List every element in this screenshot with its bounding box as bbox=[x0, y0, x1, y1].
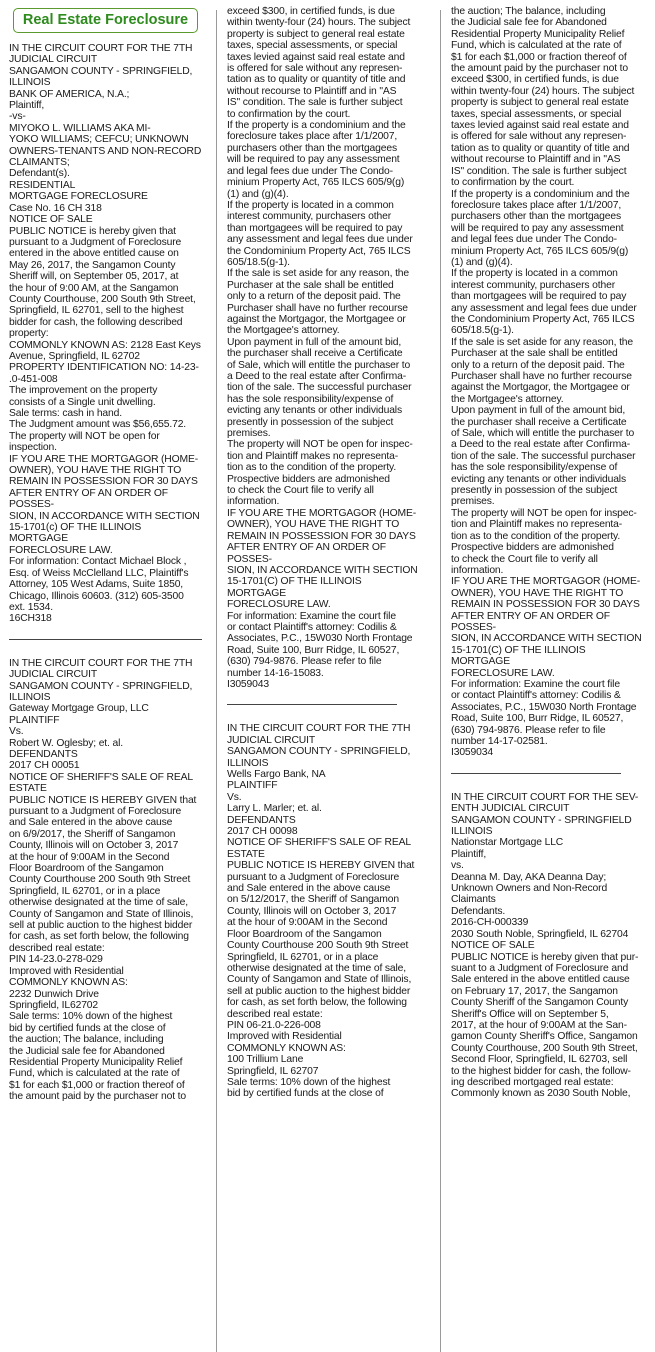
notice-line: than mortgagees will be required to pay bbox=[227, 222, 403, 234]
notice-line: has the sole responsibility/expense of bbox=[451, 462, 618, 474]
legal-notice bbox=[9, 43, 202, 625]
notice-line: Nationstar Mortgage LLC bbox=[451, 837, 564, 849]
notice-line: Defendants. bbox=[451, 905, 506, 917]
notice-line: 2030 South Noble, Springfield, IL 62704 bbox=[451, 928, 629, 940]
notice-line: Attorney, 105 West Adams, Suite 1850, bbox=[9, 579, 184, 591]
notice-line: premises. bbox=[227, 428, 271, 440]
notice-line: Upon payment in full of the amount bid, bbox=[451, 405, 626, 417]
notice-line: FORECLOSURE LAW. bbox=[9, 544, 113, 556]
notice-line: PUBLIC NOTICE is hereby given that bbox=[9, 225, 176, 237]
notice-line: PIN 14-23.0-278-029 bbox=[9, 954, 103, 966]
notice-line: Purchaser at the sale shall be entitled bbox=[227, 279, 394, 291]
notice-line: Purchaser at the sale shall be entitled bbox=[451, 348, 618, 360]
notice-line: If the sale is set aside for any reason, the bbox=[227, 268, 409, 280]
notice-line: exceed $300, in certified funds, is due bbox=[451, 74, 619, 86]
notice-line: ESTATE bbox=[9, 783, 47, 795]
notice-line: and legal fees due under The Condo- bbox=[227, 165, 393, 177]
notice-line: ILLINOIS bbox=[9, 691, 51, 703]
notice-line: County Courthouse, 200 South 9th Street, bbox=[451, 1042, 638, 1054]
notice-line: Claimants bbox=[451, 894, 496, 906]
notice-line: REMAIN IN POSSESSION FOR 30 DAYS bbox=[451, 599, 640, 611]
notice-line: For information: Examine the court file bbox=[227, 610, 396, 622]
notice-line: taxes levied against said real estate and bbox=[451, 120, 629, 132]
notice-line: County Courthouse 200 South 9th Street bbox=[9, 874, 191, 886]
notice-line: the Condominium Property Act, 765 ILCS bbox=[451, 313, 635, 325]
notice-line: on February 17, 2017, the Sangamon bbox=[451, 985, 618, 997]
notice-line: AFTER ENTRY OF AN ORDER OF POSSES- bbox=[9, 487, 168, 511]
notice-line: foreclosure takes place after 1/1/2007, bbox=[227, 131, 398, 143]
notice-line: If the property is a condominium and the bbox=[227, 120, 406, 132]
notice-line: IF YOU ARE THE MORTGAGOR (HOME- bbox=[451, 576, 641, 588]
notice-line: Improved with Residential bbox=[9, 965, 124, 977]
notice-line: information. bbox=[451, 564, 504, 576]
notice-line: presently in possession of the subject bbox=[451, 485, 618, 497]
notice-line: COMMONLY KNOWN AS: bbox=[227, 1042, 346, 1054]
notice-line: DEFENDANTS bbox=[227, 814, 296, 826]
notice-line: to the highest bidder for cash, the follow- bbox=[451, 1065, 631, 1077]
notice-line: JUDICIAL CIRCUIT bbox=[9, 669, 98, 681]
notice-line: interest community, purchasers other bbox=[451, 279, 615, 291]
notice-line: minium Property Act, 765 ILCS 605/9(g) bbox=[227, 177, 405, 189]
notice-line: within twenty-four (24) hours. The subject bbox=[227, 17, 411, 29]
notice-line: OWNERS-TENANTS AND NON-RECORD bbox=[9, 145, 202, 157]
notice-line: SION, IN ACCORDANCE WITH SECTION bbox=[227, 564, 418, 576]
notice-line: The property will NOT be open for inspec- bbox=[227, 439, 413, 451]
notice-line: only to a return of the deposit paid. The bbox=[451, 359, 625, 371]
notice-line: Sheriff will, on September 05, 2017, at bbox=[9, 271, 179, 283]
notice-line: the amount paid by the purchaser not to bbox=[451, 63, 629, 75]
notice-line: Gateway Mortgage Group, LLC bbox=[9, 703, 149, 715]
notice-line: County Courthouse 200 South 9th Street bbox=[227, 940, 409, 952]
legal-notice bbox=[9, 658, 202, 1103]
notice-line: tion of the sale. The successful purchaser bbox=[451, 450, 636, 462]
notice-line: FORECLOSURE LAW. bbox=[451, 667, 555, 679]
notice-line: Fund, which is calculated at the rate of bbox=[9, 1068, 180, 1080]
notice-line: JUDICIAL CIRCUIT bbox=[227, 734, 316, 746]
notice-line: the Judicial sale fee for Abandoned bbox=[451, 17, 607, 29]
notice-line: evicting any tenants or other individuals bbox=[451, 473, 626, 485]
notice-line: property is subject to general real estate bbox=[227, 28, 405, 40]
notice-line: consists of a Single unit dwelling. bbox=[9, 396, 156, 408]
notice-line: Second Floor, Springfield, IL 62703, sell bbox=[451, 1054, 628, 1066]
notice-line: to confirmation by the court. bbox=[451, 177, 575, 189]
notice-line: of Sale, which will entitle the purchaser to bbox=[451, 428, 635, 440]
notice-separator bbox=[227, 704, 397, 705]
notice-line: SANGAMON COUNTY - SPRINGFIELD bbox=[451, 814, 632, 826]
notice-line: Springfield, IL62702 bbox=[9, 999, 99, 1011]
notice-line: the amount paid by the purchaser not to bbox=[9, 1091, 187, 1103]
notice-line: 2017, at the hour of 9:00AM at the San- bbox=[451, 1019, 627, 1031]
notice-line: Commonly known as 2030 South Noble, bbox=[451, 1088, 631, 1100]
notice-line: taxes levied against said real estate and bbox=[227, 51, 405, 63]
notice-line: within twenty-four (24) hours. The subject bbox=[451, 85, 635, 97]
notice-line: 605/18.5(g-1). bbox=[451, 325, 514, 337]
notice-separator bbox=[451, 773, 621, 774]
notice-line: information. bbox=[227, 496, 280, 508]
notice-separator bbox=[9, 639, 202, 640]
notice-line: Larry L. Marler; et. al. bbox=[227, 803, 322, 815]
notice-line: PUBLIC NOTICE IS HEREBY GIVEN that bbox=[227, 860, 415, 872]
notice-line: will be required to pay any assessment bbox=[227, 154, 400, 166]
notice-line: tion and Plaintiff makes no representa- bbox=[451, 519, 623, 531]
notice-line: IS" condition. The sale is further subject bbox=[227, 97, 403, 109]
notice-line: 15-1701(C) OF THE ILLINOIS MORTGAGE bbox=[227, 576, 362, 599]
notice-line: a Deed to the real estate after Confirma- bbox=[227, 371, 406, 382]
notice-line: Defendant(s). bbox=[9, 168, 70, 180]
legal-notice bbox=[451, 6, 647, 759]
notice-line: Deanna M. Day, AKA Deanna Day; bbox=[451, 871, 607, 883]
notice-line: Vs. bbox=[9, 726, 24, 738]
column-1 bbox=[9, 6, 202, 1103]
notice-line: ILLINOIS bbox=[9, 77, 51, 89]
notice-line: If the sale is set aside for any reason, the bbox=[451, 336, 633, 348]
notice-line: ext. 1534. bbox=[9, 601, 53, 613]
notice-line: premises. bbox=[451, 496, 495, 508]
notice-line: only to a return of the deposit paid. The bbox=[227, 291, 401, 303]
notice-line: without recourse to Plaintiff and in "AS bbox=[451, 154, 621, 166]
notice-line: is offered for sale without any represen- bbox=[227, 63, 403, 75]
notice-line: against the Mortgagor, the Mortgagee or bbox=[227, 313, 406, 325]
notice-line: Avenue, Springfield, IL 62702 bbox=[9, 350, 140, 362]
notice-line: Sale terms: 10% down of the highest bbox=[9, 1011, 173, 1023]
notice-line: 605/18.5(g-1). bbox=[227, 256, 290, 268]
notice-line: If the property is located in a common bbox=[451, 268, 618, 280]
notice-line: Prospective bidders are admonished bbox=[227, 473, 390, 485]
notice-line: inspection. bbox=[9, 442, 57, 454]
notice-line: Purchaser shall have no further recourse bbox=[227, 302, 408, 314]
notice-line: PLAINTIFF bbox=[9, 714, 60, 726]
notice-line: a Deed to the real estate after Confirma- bbox=[451, 439, 630, 451]
notice-line: If the property is a condominium and the bbox=[451, 188, 630, 200]
notice-line: taxes, special assessments, or special bbox=[451, 108, 622, 120]
notice-line: or contact Plaintiff's attorney: Codilis & bbox=[227, 621, 397, 633]
notice-line: ILLINOIS bbox=[451, 826, 493, 838]
notice-line: 2232 Dunwich Drive bbox=[9, 988, 99, 1000]
notice-line: OWNER), YOU HAVE THE RIGHT TO bbox=[451, 587, 624, 599]
notice-line: $1 for each $1,000 or fraction thereof of bbox=[9, 1079, 185, 1091]
notice-line: has the sole responsibility/expense of bbox=[227, 393, 394, 405]
notice-line: Prospective bidders are admonished bbox=[451, 542, 614, 554]
notice-line: tation as to quality or quantity of title and bbox=[227, 74, 406, 86]
notice-line: PIN 06-21.0-226-008 bbox=[227, 1019, 321, 1031]
notice-line: I3059043 bbox=[227, 678, 269, 690]
notice-line: Fund, which is calculated at the rate of bbox=[451, 40, 622, 52]
notice-line: Floor Boardroom of the Sangamon bbox=[227, 928, 382, 940]
notice-line: MIYOKO L. WILLIAMS AKA MI- bbox=[9, 122, 151, 134]
notice-line: to check the Court file to verify all bbox=[227, 485, 374, 497]
notice-line: on 5/12/2017, the Sheriff of Sangamon bbox=[227, 894, 399, 906]
notice-line: SANGAMON COUNTY - SPRINGFIELD, bbox=[9, 680, 193, 692]
notice-line: taxes, special assessments, or special bbox=[227, 40, 398, 52]
notice-line: RESIDENTIAL bbox=[9, 179, 76, 191]
notice-line: 16CH318 bbox=[9, 613, 52, 625]
notice-line: 2017 CH 00051 bbox=[9, 760, 80, 772]
notice-line: ESTATE bbox=[227, 848, 265, 860]
legal-notice bbox=[227, 723, 422, 1099]
notice-line: County of Sangamon and State of Illinois, bbox=[227, 974, 412, 986]
notice-line: COMMONLY KNOWN AS: bbox=[9, 977, 128, 989]
notice-line: foreclosure takes place after 1/1/2007, bbox=[451, 199, 622, 211]
notice-line: $1 for each $1,000 or fraction thereof of bbox=[451, 51, 627, 63]
notice-line: Road, Suite 100, Burr Ridge, IL 60527, bbox=[227, 644, 400, 656]
section-title: Real Estate Foreclosure bbox=[13, 8, 198, 33]
notice-line: MORTGAGE FORECLOSURE bbox=[9, 191, 148, 203]
notice-line: the auction; The balance, including bbox=[9, 1034, 164, 1046]
notice-line: 100 Trillium Lane bbox=[227, 1054, 304, 1066]
notice-line: against the Mortgagor, the Mortgagee or bbox=[451, 382, 630, 394]
notice-line: COMMONLY KNOWN AS: 2128 East Keys bbox=[9, 339, 201, 351]
notice-line: on 6/9/2017, the Sheriff of Sangamon bbox=[9, 828, 176, 840]
notice-line: tion and Plaintiff makes no representa- bbox=[227, 450, 399, 462]
notice-line: the Condominium Property Act, 765 ILCS bbox=[227, 245, 411, 257]
notice-line: property is subject to general real estate bbox=[451, 97, 629, 109]
notice-line: any assessment and legal fees due under bbox=[451, 302, 637, 314]
notice-line: IN THE CIRCUIT COURT FOR THE 7TH bbox=[9, 43, 193, 54]
column-divider bbox=[216, 10, 217, 1352]
notice-line: minium Property Act, 765 ILCS 605/9(g) bbox=[451, 245, 629, 257]
notice-line: for cash, as set forth below, the following bbox=[227, 997, 407, 1009]
notice-line: IF YOU ARE THE MORTGAGOR (HOME- bbox=[227, 507, 417, 519]
notice-line: PLAINTIFF bbox=[227, 780, 278, 792]
notice-line: PROPERTY IDENTIFICATION NO: 14-23- bbox=[9, 362, 199, 374]
notice-line: purchasers other than the mortgagees bbox=[227, 142, 397, 154]
notice-line: evicting any tenants or other individuals bbox=[227, 405, 402, 417]
notice-line: NOTICE OF SALE bbox=[451, 940, 535, 952]
notice-line: Residential Property Municipality Relief bbox=[451, 28, 625, 40]
notice-line: sell at public auction to the highest bidder bbox=[9, 920, 193, 932]
notice-line: Esq. of Weiss McClelland LLC, Plaintiff's bbox=[9, 567, 189, 579]
notice-line: 15-1701(C) OF THE ILLINOIS MORTGAGE bbox=[451, 644, 586, 668]
notice-line: (1) and (g)(4). bbox=[227, 188, 289, 200]
notice-line: number 14-16-15083. bbox=[227, 667, 324, 679]
notice-line: interest community, purchasers other bbox=[227, 211, 391, 223]
notice-line: OWNER), YOU HAVE THE RIGHT TO bbox=[227, 519, 400, 531]
notice-line: SANGAMON COUNTY - SPRINGFIELD, bbox=[9, 65, 193, 77]
notice-line: SION, IN ACCORDANCE WITH SECTION bbox=[9, 510, 200, 522]
notice-line: tion as to the condition of the property. bbox=[227, 462, 397, 474]
notice-line: Residential Property Municipality Relief bbox=[9, 1056, 183, 1068]
notice-line: presently in possession of the subject bbox=[227, 416, 394, 428]
column-divider bbox=[440, 10, 441, 1352]
notice-line: Plaintiff, bbox=[451, 848, 487, 860]
notice-line: pursuant to a Judgment of Foreclosure bbox=[9, 806, 182, 817]
notice-line: property: bbox=[9, 328, 49, 340]
notice-line: Vs. bbox=[227, 791, 242, 803]
notice-line: -vs- bbox=[9, 111, 26, 123]
notice-line: IF YOU ARE THE MORTGAGOR (HOME- bbox=[9, 453, 199, 465]
notice-line: entered in the above entitled cause on bbox=[9, 248, 179, 260]
notice-line: to confirmation by the court. bbox=[227, 108, 351, 120]
notice-line: 2017 CH 00098 bbox=[227, 826, 298, 838]
notice-line: and Sale entered in the above cause bbox=[9, 817, 173, 829]
notice-line: exceed $300, in certified funds, is due bbox=[227, 6, 395, 17]
notice-line: (1) and (g)(4). bbox=[451, 256, 513, 268]
notice-line: pursuant to a Judgment of Foreclosure bbox=[227, 871, 400, 883]
notice-line: Chicago, Illinois 60603. (312) 605-3500 bbox=[9, 590, 184, 602]
notice-line: is offered for sale without any represen- bbox=[451, 131, 627, 143]
notice-line: at the hour of 9:00AM in the Second bbox=[9, 851, 170, 863]
notice-line: tion as to the condition of the property. bbox=[451, 530, 621, 542]
notice-line: Robert W. Oglesby; et. al. bbox=[9, 737, 123, 749]
legal-notice bbox=[227, 6, 422, 690]
notice-line: May 26, 2017, the Sangamon County bbox=[9, 259, 176, 271]
notice-line: the Judicial sale fee for Abandoned bbox=[9, 1045, 165, 1057]
notice-line: AFTER ENTRY OF AN ORDER OF POSSES- bbox=[451, 610, 610, 633]
notice-line: tation as to quality or quantity of title and bbox=[451, 142, 630, 154]
notice-line: otherwise designated at the time of sale, bbox=[9, 897, 188, 909]
notice-line: For information: Contact Michael Block , bbox=[9, 556, 187, 568]
column-2 bbox=[227, 6, 422, 1100]
notice-line: for cash, as set forth below, the following bbox=[9, 931, 189, 943]
notice-line: and Sale entered in the above cause bbox=[227, 883, 391, 895]
notice-line: IN THE CIRCUIT COURT FOR THE 7TH bbox=[227, 723, 411, 735]
notice-line: NOTICE OF SHERIFF'S SALE OF REAL bbox=[9, 771, 193, 783]
notice-line: Associates, P.C., 15W030 North Frontage bbox=[451, 701, 637, 713]
notice-line: I3059034 bbox=[451, 747, 493, 759]
notice-line: the Mortgagee's attorney. bbox=[451, 393, 564, 405]
notice-line: tion of the sale. The successful purchaser bbox=[227, 382, 412, 394]
notice-line: FORECLOSURE LAW. bbox=[227, 599, 331, 611]
notice-line: without recourse to Plaintiff and in "AS bbox=[227, 85, 397, 97]
column-3 bbox=[451, 6, 647, 1100]
notice-line: Floor Boardroom of the Sangamon bbox=[9, 863, 164, 875]
notice-line: If the property is located in a common bbox=[227, 199, 394, 211]
notice-line: 15-1701(c) OF THE ILLINOIS MORTGAGE bbox=[9, 522, 142, 545]
notice-line: will be required to pay any assessment bbox=[451, 222, 624, 234]
notice-line: Purchaser shall have no further recourse bbox=[451, 371, 632, 382]
notice-line: Wells Fargo Bank, NA bbox=[227, 769, 326, 780]
notice-line: 2016-CH-000339 bbox=[451, 917, 529, 929]
notice-line: described real estate: bbox=[227, 1008, 323, 1020]
notice-line: JUDICIAL CIRCUIT bbox=[9, 54, 98, 66]
notice-line: number 14-17-02581. bbox=[451, 736, 548, 747]
notice-line: Sale entered in the above entitled cause bbox=[451, 974, 630, 986]
notice-line: bid by certified funds at the close of bbox=[227, 1088, 384, 1100]
notice-line: described real estate: bbox=[9, 942, 105, 954]
notice-line: ENTH JUDICIAL CIRCUIT bbox=[451, 803, 570, 815]
notice-line: the auction; The balance, including bbox=[451, 6, 606, 17]
notice-line: Improved with Residential bbox=[227, 1031, 342, 1043]
notice-line: County Courthouse, 200 South 9th Street, bbox=[9, 293, 196, 305]
notice-line: PUBLIC NOTICE is hereby given that pur- bbox=[451, 951, 639, 963]
notice-line: OWNER), YOU HAVE THE RIGHT TO bbox=[9, 465, 182, 477]
notice-line: ing described mortgaged real estate: bbox=[451, 1076, 614, 1088]
notice-line: gamon County Sheriff's Office, Sangamon bbox=[451, 1031, 638, 1043]
notice-line: The improvement on the property bbox=[9, 385, 158, 397]
notice-line: DEFENDANTS bbox=[9, 748, 78, 760]
notice-line: than mortgagees will be required to pay bbox=[451, 291, 627, 303]
notice-line: SION, IN ACCORDANCE WITH SECTION bbox=[451, 633, 642, 645]
notice-line: the purchaser shall receive a Certificate bbox=[227, 348, 403, 360]
notice-line: of Sale, which will entitle the purchaser to bbox=[227, 359, 411, 371]
notice-line: NOTICE OF SHERIFF'S SALE OF REAL bbox=[227, 837, 411, 849]
notice-line: the Mortgagee's attorney. bbox=[227, 325, 340, 337]
notice-line: Springfield, IL 62701, or in a place bbox=[227, 951, 379, 963]
notice-line: AFTER ENTRY OF AN ORDER OF POSSES- bbox=[227, 542, 386, 565]
notice-line: vs. bbox=[451, 860, 464, 872]
notice-line: County of Sangamon and State of Illinois, bbox=[9, 908, 194, 920]
notice-line: PUBLIC NOTICE IS HEREBY GIVEN that bbox=[9, 794, 197, 806]
notice-line: purchasers other than the mortgagees bbox=[451, 211, 621, 223]
notice-line: Plaintiff, bbox=[9, 100, 45, 112]
notice-line: Sale terms: cash in hand. bbox=[9, 408, 122, 419]
notice-line: Road, Suite 100, Burr Ridge, IL 60527, bbox=[451, 713, 624, 725]
notice-line: pursuant to a Judgment of Foreclosure bbox=[9, 236, 182, 248]
notice-line: CLAIMANTS; bbox=[9, 157, 70, 169]
notice-line: Case No. 16 CH 318 bbox=[9, 202, 102, 214]
notice-line: bidder for cash, the following described bbox=[9, 316, 183, 328]
notice-line: Springfield, IL 62707 bbox=[227, 1065, 319, 1077]
notice-line: County Sheriff of the Sangamon County bbox=[451, 997, 629, 1009]
notice-line: (630) 794-9876. Please refer to file bbox=[451, 724, 606, 736]
notice-line: The property will NOT be open for inspec- bbox=[451, 507, 637, 519]
notice-line: Sale terms: 10% down of the highest bbox=[227, 1076, 391, 1088]
notice-line: and legal fees due under The Condo- bbox=[451, 234, 617, 246]
notice-line: IN THE CIRCUIT COURT FOR THE 7TH bbox=[9, 657, 193, 669]
notice-line: IN THE CIRCUIT COURT FOR THE SEV- bbox=[451, 791, 639, 803]
notice-line: .0-451-008 bbox=[9, 373, 58, 385]
notice-line: bid by certified funds at the close of bbox=[9, 1022, 166, 1034]
notice-line: BANK OF AMERICA, N.A.; bbox=[9, 88, 130, 100]
notice-line: to check the Court file to verify all bbox=[451, 553, 598, 565]
notice-line: REMAIN IN POSSESSION FOR 30 DAYS bbox=[227, 530, 416, 542]
notice-line: ILLINOIS bbox=[227, 757, 269, 769]
notice-line: or contact Plaintiff's attorney: Codilis & bbox=[451, 690, 621, 702]
notice-line: the hour of 9:00 AM, at the Sangamon bbox=[9, 282, 179, 294]
notice-line: County, Illinois will on October 3, 2017 bbox=[227, 905, 397, 917]
notice-line: County, Illinois will on October 3, 2017 bbox=[9, 840, 179, 852]
notice-line: YOKO WILLIAMS; CEFCU; UNKNOWN bbox=[9, 134, 189, 146]
notice-line: at the hour of 9:00AM in the Second bbox=[227, 917, 388, 929]
notice-line: IS" condition. The sale is further subject bbox=[451, 165, 627, 177]
notice-line: Springfield, IL 62701, or in a place bbox=[9, 885, 161, 897]
notice-line: For information: Examine the court file bbox=[451, 678, 620, 690]
notice-line: REMAIN IN POSSESSION FOR 30 DAYS bbox=[9, 476, 198, 488]
legal-notice bbox=[451, 792, 647, 1100]
notice-line: The Judgment amount was $56,655.72. bbox=[9, 419, 187, 431]
notice-line: NOTICE OF SALE bbox=[9, 214, 93, 226]
notice-line: Springfield, IL 62701, sell to the highest bbox=[9, 305, 184, 317]
notice-line: The property will NOT be open for bbox=[9, 430, 160, 442]
notice-line: Associates, P.C., 15W030 North Frontage bbox=[227, 633, 413, 645]
notice-line: the purchaser shall receive a Certificate bbox=[451, 416, 627, 428]
notice-line: Unknown Owners and Non-Record bbox=[451, 883, 608, 895]
notice-line: otherwise designated at the time of sale, bbox=[227, 962, 406, 974]
notice-line: Upon payment in full of the amount bid, bbox=[227, 336, 402, 348]
notice-line: Sheriff's Office will on September 5, bbox=[451, 1008, 609, 1020]
notice-line: sell at public auction to the highest bidder bbox=[227, 985, 411, 997]
notice-line: SANGAMON COUNTY - SPRINGFIELD, bbox=[227, 746, 411, 758]
notice-line: any assessment and legal fees due under bbox=[227, 234, 413, 246]
notice-line: (630) 794-9876. Please refer to file bbox=[227, 656, 382, 668]
notice-line: suant to a Judgment of Foreclosure and bbox=[451, 962, 629, 974]
